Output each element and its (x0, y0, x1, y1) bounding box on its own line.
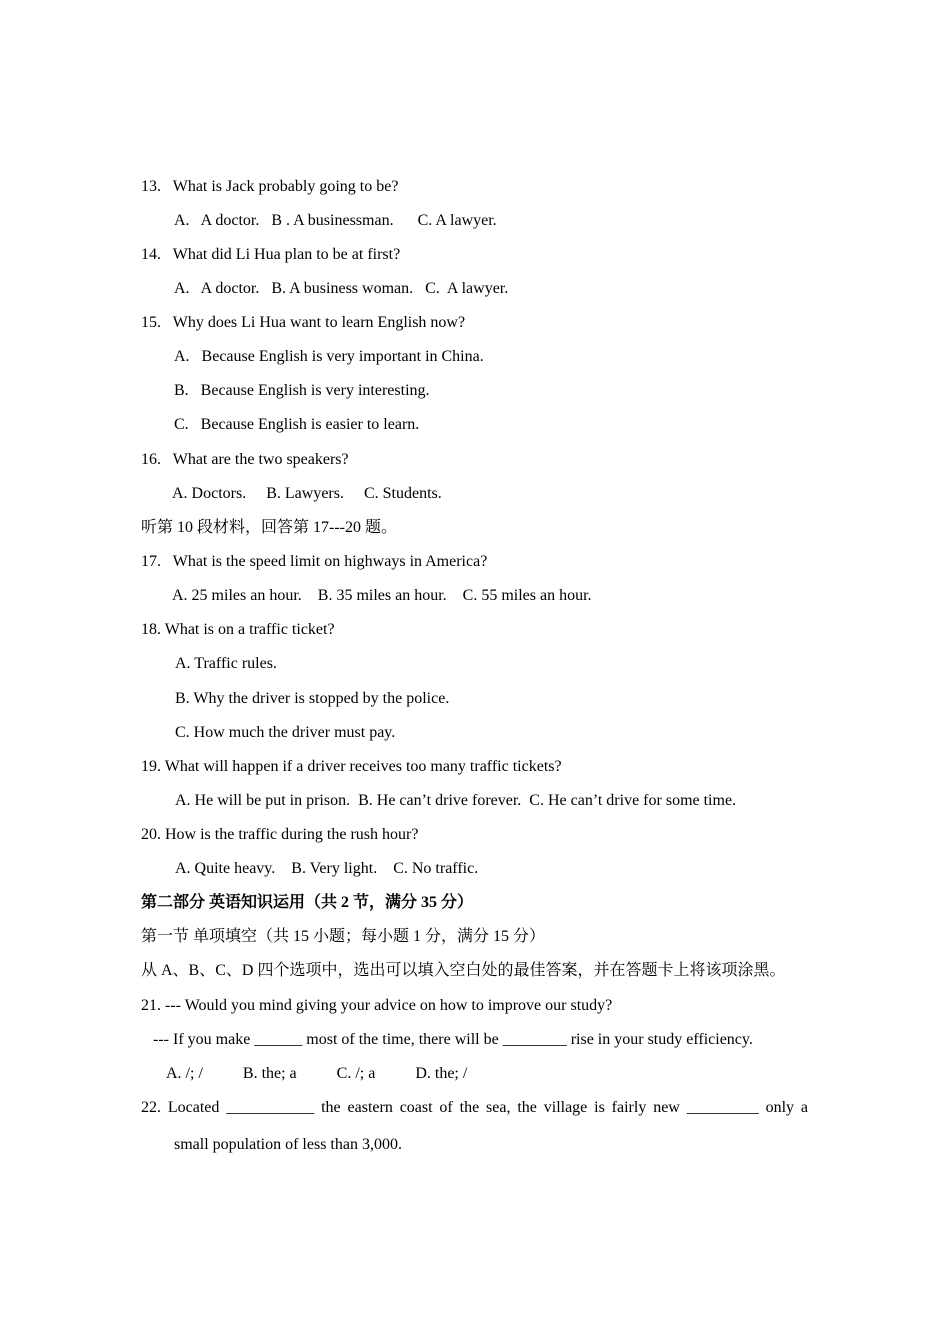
question-13-options: A. A doctor. B . A businessman. C. A lawyer. (174, 212, 497, 229)
question-15-option-b: B. Because English is very interesting. (174, 382, 430, 399)
question-15-option-c: C. Because English is easier to learn. (174, 416, 420, 433)
section-one-heading: 第一节 单项填空（共 15 小题；每小题 1 分，满分 15 分） (141, 928, 546, 945)
question-22-continuation: small population of less than 3,000. (174, 1136, 402, 1153)
question-14-options: A. A doctor. B. A business woman. C. A lawyer. (174, 280, 509, 297)
question-16: 16. What are the two speakers? (141, 451, 349, 468)
question-19: 19. What will happen if a driver receives too many traffic tickets? (141, 758, 562, 775)
question-18-option-c: C. How much the driver must pay. (175, 724, 396, 741)
part-two-heading: 第二部分 英语知识运用（共 2 节，满分 35 分） (141, 894, 474, 911)
question-19-options: A. He will be put in prison. B. He can’t drive forever. C. He can’t drive for some time. (175, 792, 737, 809)
question-21-options: A. /; / B. the; a C. /; a D. the; / (166, 1065, 468, 1082)
question-17: 17. What is the speed limit on highways in America? (141, 553, 488, 570)
question-15-option-a: A. Because English is very important in China. (174, 348, 484, 365)
section-instruction-17-20: 听第 10 段材料，回答第 17---20 题。 (141, 519, 397, 536)
question-22: 22. Located ___________ the eastern coast of the sea, the village is fairly new _________ only a (141, 1099, 808, 1116)
question-17-options: A. 25 miles an hour. B. 35 miles an hour. C. 55 miles an hour. (172, 587, 592, 604)
question-13: 13. What is Jack probably going to be? (141, 178, 399, 195)
question-20: 20. How is the traffic during the rush hour? (141, 826, 419, 843)
question-16-options: A. Doctors. B. Lawyers. C. Students. (172, 485, 442, 502)
question-21: 21. --- Would you mind giving your advice on how to improve our study? (141, 997, 613, 1014)
question-21-response: --- If you make ______ most of the time, there will be ________ rise in your study efficiency. (153, 1031, 753, 1048)
question-18: 18. What is on a traffic ticket? (141, 621, 335, 638)
question-18-option-b: B. Why the driver is stopped by the police. (175, 690, 450, 707)
question-20-options: A. Quite heavy. B. Very light. C. No traffic. (175, 860, 479, 877)
question-18-option-a: A. Traffic rules. (175, 655, 277, 672)
question-15: 15. Why does Li Hua want to learn English now? (141, 314, 466, 331)
section-one-instruction: 从 A、B、C、D 四个选项中，选出可以填入空白处的最佳答案，并在答题卡上将该项涂黑。 (141, 962, 786, 979)
question-14: 14. What did Li Hua plan to be at first? (141, 246, 401, 263)
